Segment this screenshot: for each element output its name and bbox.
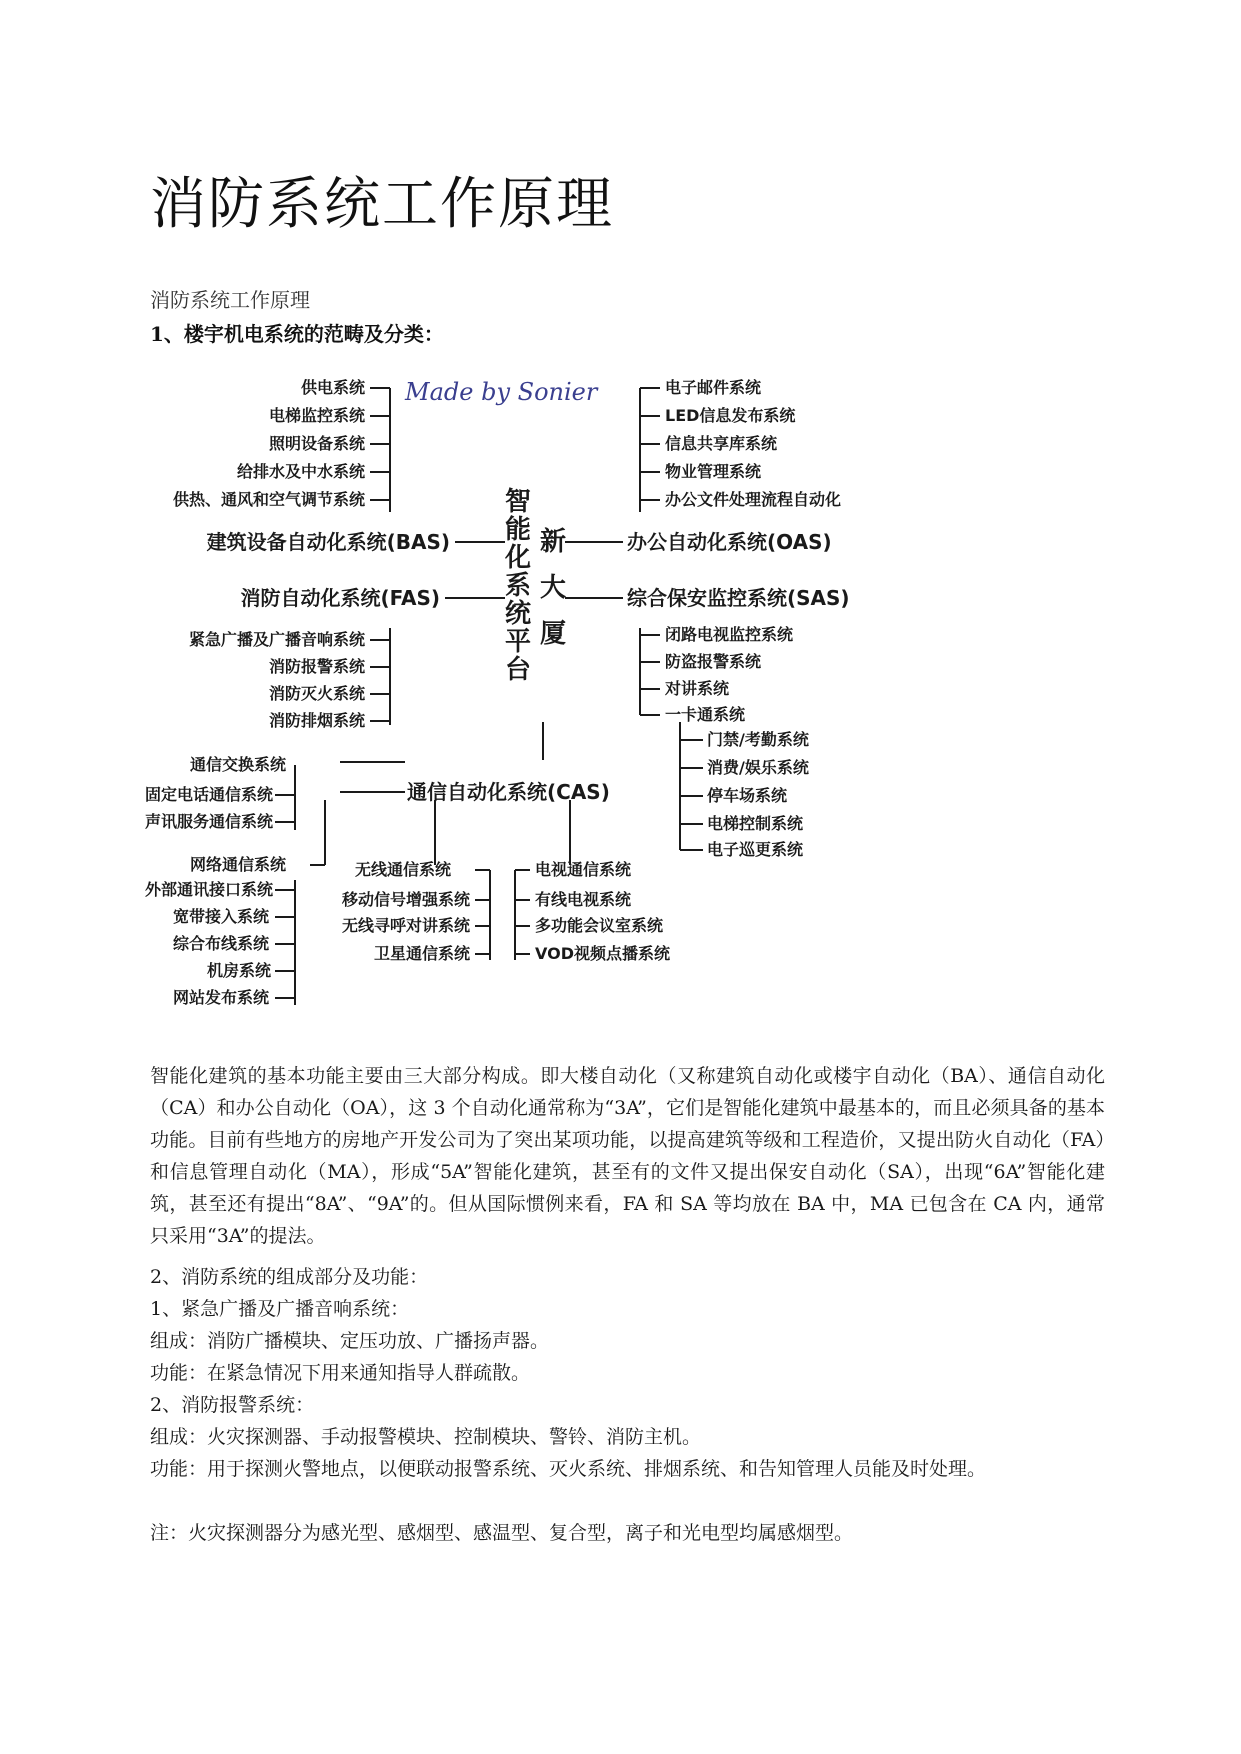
oas-item: 电子邮件系统: [665, 378, 762, 397]
center-char: 厦: [539, 619, 567, 649]
wireless-label: 无线通信系统: [355, 860, 452, 879]
card-item: 门禁/考勤系统: [707, 730, 809, 749]
center-char: 统: [504, 599, 532, 629]
bas-item: 照明设备系统: [268, 434, 365, 453]
tv-label: 电视通信系统: [535, 860, 632, 879]
sas-item: 防盗报警系统: [665, 652, 762, 671]
card-item: 电梯控制系统: [707, 814, 804, 833]
oas-item: LED信息发布系统: [665, 406, 796, 425]
wireless-item: 卫星通信系统: [373, 944, 470, 963]
oas-item: 信息共享库系统: [665, 434, 778, 453]
fas-item: 消防排烟系统: [268, 711, 365, 730]
item1-composition: 组成：消防广播模块、定压功放、广播扬声器。: [150, 1330, 550, 1352]
exchange-item: 固定电话通信系统: [145, 785, 274, 804]
center-char: 大: [539, 573, 567, 603]
sas-item: 闭路电视监控系统: [665, 625, 794, 644]
oas-item: 办公文件处理流程自动化: [665, 490, 842, 509]
building-systems-diagram: [145, 360, 895, 1040]
cas-label: 通信自动化系统(CAS): [407, 780, 610, 804]
fas-item: 消防灭火系统: [268, 684, 365, 703]
note: 注：火灾探测器分为感光型、感烟型、感温型、复合型，离子和光电型均属感烟型。: [150, 1522, 854, 1544]
bas-item: 供电系统: [300, 378, 365, 397]
fas-item: 消防报警系统: [268, 657, 365, 676]
network-item: 外部通讯接口系统: [145, 880, 274, 899]
section1-heading: 1、楼宇机电系统的范畴及分类：: [150, 322, 444, 346]
sas-label: 综合保安监控系统(SAS): [627, 586, 850, 610]
sas-item: 对讲系统: [665, 679, 730, 698]
bas-label: 建筑设备自动化系统(BAS): [206, 530, 450, 554]
network-label: 网络通信系统: [190, 855, 287, 874]
oas-label: 办公自动化系统(OAS): [627, 530, 832, 554]
center-char: 能: [504, 515, 532, 545]
item2-function: 功能：用于探测火警地点，以便联动报警系统、灭火系统、排烟系统、和告知管理人员能及时处理。: [150, 1458, 987, 1480]
wireless-item: 移动信号增强系统: [341, 890, 470, 909]
tv-item: 有线电视系统: [535, 890, 632, 909]
item2-composition: 组成：火灾探测器、手动报警模块、控制模块、警铃、消防主机。: [150, 1426, 702, 1448]
center-char: 新: [539, 527, 567, 557]
card-item: 消费/娱乐系统: [707, 758, 809, 777]
card-item: 电子巡更系统: [707, 840, 804, 859]
bas-item: 供热、通风和空气调节系统: [172, 490, 365, 509]
tv-item: 多功能会议室系统: [535, 916, 664, 935]
intro-paragraph: 智能化建筑的基本功能主要由三大部分构成。即大楼自动化（又称建筑自动化或楼宇自动化（BA）、通信自动化（CA）和办公自动化（OA），这 3 个自动化通常称为“3A”，它们是智能化建筑中最基本的，而且必须具备的基本功能。目前有些地方的房地产开发公司为了突出某项功能，以提高建筑等级和工程造价，又提出防火自动化（FA）和信息管理自动化（MA），形成“5A”智能化建筑，甚至有的文件又提出保安自动化（SA），出现“6A”智能化建筑，甚至还有提出“8A”、“9A”的。但从国际惯例来看，FA 和 SA 等均放在 BA 中，MA 已包含在 CA 内，通常只采用“3A”的提法。: [150, 1065, 1105, 1247]
bas-item: 电梯监控系统: [268, 406, 365, 425]
center-char: 化: [504, 543, 532, 573]
network-item: 宽带接入系统: [173, 907, 270, 926]
page-title: 消防系统工作原理: [150, 172, 614, 237]
card-item: 停车场系统: [707, 786, 788, 805]
subtitle: 消防系统工作原理: [150, 288, 310, 312]
center-char: 平: [504, 627, 532, 657]
center-char: 台: [504, 655, 532, 685]
bas-item: 给排水及中水系统: [236, 462, 365, 481]
center-char: 智: [504, 487, 532, 517]
wireless-item: 无线寻呼对讲系统: [341, 916, 470, 935]
item1-heading: 1、紧急广播及广播音响系统：: [150, 1298, 410, 1320]
center-char: 系: [504, 571, 532, 601]
sas-item: 一卡通系统: [665, 705, 746, 724]
brand-text: Made by Sonier: [405, 378, 598, 406]
section2-heading: 2、消防系统的组成部分及功能：: [150, 1266, 429, 1288]
oas-item: 物业管理系统: [665, 462, 762, 481]
item1-function: 功能：在紧急情况下用来通知指导人群疏散。: [150, 1362, 531, 1384]
network-item: 综合布线系统: [173, 934, 270, 953]
item2-heading: 2、消防报警系统：: [150, 1394, 315, 1416]
fas-label: 消防自动化系统(FAS): [240, 586, 440, 610]
network-item: 机房系统: [207, 961, 272, 980]
exchange-item: 声讯服务通信系统: [145, 812, 274, 831]
tv-item: VOD视频点播系统: [535, 944, 670, 963]
fas-item: 紧急广播及广播音响系统: [188, 630, 365, 649]
exchange-label: 通信交换系统: [190, 755, 287, 774]
network-item: 网站发布系统: [173, 988, 270, 1007]
